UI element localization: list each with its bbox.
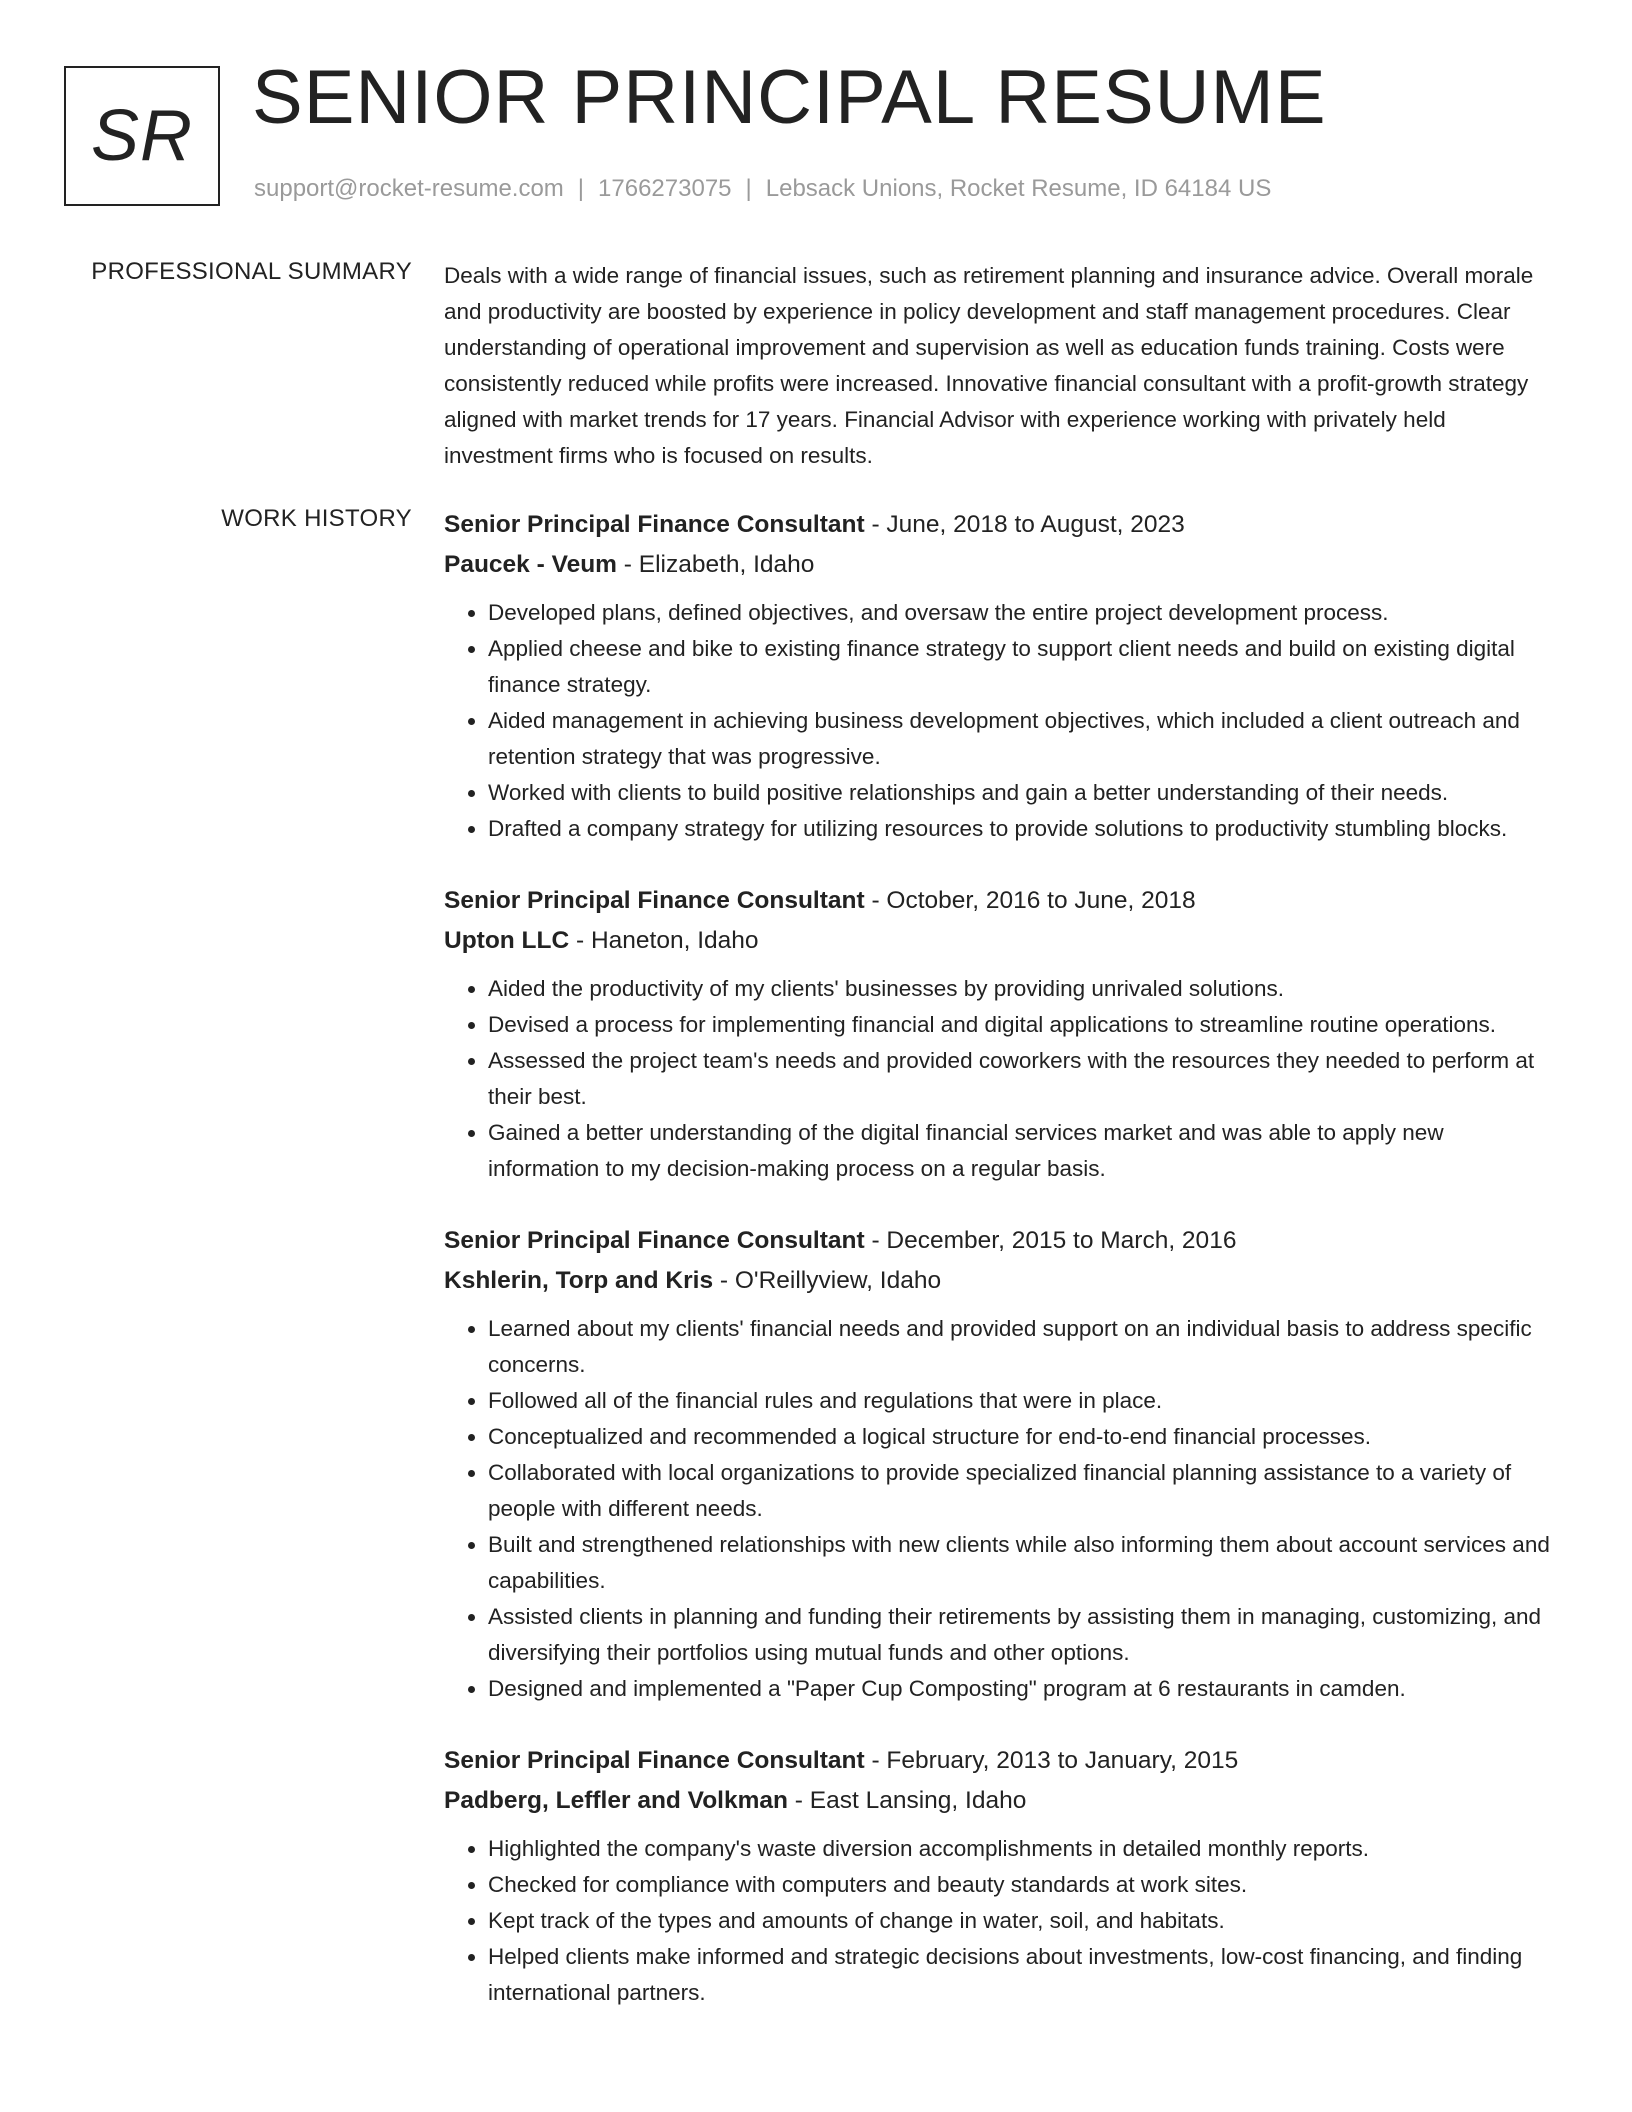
job-location: - East Lansing, Idaho xyxy=(787,1787,1027,1814)
contact-separator: | xyxy=(577,175,585,202)
job-location: - Elizabeth, Idaho xyxy=(616,551,815,578)
job-bullet: • Followed all of the financial rules and regulations that were in place. xyxy=(488,1383,1554,1419)
contact-separator: | xyxy=(745,175,752,202)
job-entry xyxy=(444,881,1554,1187)
contact-line xyxy=(254,175,1271,203)
job-bullets xyxy=(444,1831,1554,2011)
job-company-line xyxy=(444,1261,1554,1301)
job-bullet: • Applied cheese and bike to existing finance strategy to support client needs and build on existing digital finance strategy. xyxy=(488,631,1554,703)
job-entry xyxy=(444,1221,1554,1707)
contact-email[interactable]: support@rocket-resume.com xyxy=(254,175,564,202)
work-history-list xyxy=(444,505,1554,2045)
summary-text: Deals with a wide range of financial issues, such as retirement planning and insurance advice. Overall morale and productivity are boosted by experience in policy development and staff management procedures. Clear understanding of operational improvement and supervision as well as education funds training. Costs were consistently reduced while profits were increased. Innovative financial consultant with a profit-growth strategy aligned with market trends for 17 years. Financial Advisor with experience working with privately held investment firms who is focused on results. xyxy=(444,263,1534,468)
job-dates: - October, 2016 to June, 2018 xyxy=(864,887,1196,914)
job-title: Senior Principal Finance Consultant xyxy=(444,1227,865,1254)
monogram-logo: SR xyxy=(64,66,220,206)
job-company-line xyxy=(444,545,1554,585)
job-bullet: • Aided the productivity of my clients' businesses by providing unrivaled solutions. xyxy=(488,971,1554,1007)
job-dates: - December, 2015 to March, 2016 xyxy=(864,1227,1237,1254)
job-location: - O'Reillyview, Idaho xyxy=(713,1267,942,1294)
job-title: Senior Principal Finance Consultant xyxy=(444,1747,865,1774)
job-company-line xyxy=(444,1781,1554,1821)
job-company: Kshlerin, Torp and Kris xyxy=(444,1267,714,1294)
summary-heading: PROFESSIONAL SUMMARY xyxy=(91,258,412,285)
job-bullet: • Gained a better understanding of the digital financial services market and was able to apply new information to my decision-making process on a regular basis. xyxy=(488,1115,1554,1187)
job-bullet: • Developed plans, defined objectives, and oversaw the entire project development process. xyxy=(488,595,1554,631)
job-dates: - February, 2013 to January, 2015 xyxy=(864,1747,1239,1774)
work-history-heading: WORK HISTORY xyxy=(221,505,412,532)
job-location: - Haneton, Idaho xyxy=(569,927,759,954)
contact-address: Lebsack Unions, Rocket Resume, ID 64184 US xyxy=(765,175,1272,202)
job-bullet: • Highlighted the company's waste diversion accomplishments in detailed monthly reports. xyxy=(488,1831,1554,1867)
job-company: Padberg, Leffler and Volkman xyxy=(444,1787,788,1814)
job-bullet: • Learned about my clients' financial needs and provided support on an individual basis to address specific concerns. xyxy=(488,1311,1554,1383)
job-bullet: • Drafted a company strategy for utilizing resources to provide solutions to productivity stumbling blocks. xyxy=(488,811,1554,847)
job-title: Senior Principal Finance Consultant xyxy=(444,887,865,914)
job-title-line xyxy=(444,1741,1554,1781)
job-bullets xyxy=(444,1311,1554,1707)
page-title: SENIOR PRINCIPAL RESUME xyxy=(252,55,1327,140)
job-bullet: • Assessed the project team's needs and provided coworkers with the resources they needed to perform at their best. xyxy=(488,1043,1554,1115)
job-bullet: • Checked for compliance with computers and beauty standards at work sites. xyxy=(488,1867,1554,1903)
job-bullet: • Aided management in achieving business development objectives, which included a client outreach and retention strategy that was progressive. xyxy=(488,703,1554,775)
job-title-line xyxy=(444,505,1554,545)
contact-phone[interactable]: 1766273075 xyxy=(598,175,732,202)
job-bullets xyxy=(444,595,1554,847)
job-bullet: • Devised a process for implementing financial and digital applications to streamline routine operations. xyxy=(488,1007,1554,1043)
job-bullet: • Assisted clients in planning and funding their retirements by assisting them in managing, customizing, and diversifying their portfolios using mutual funds and other options. xyxy=(488,1599,1554,1671)
job-bullet: • Kept track of the types and amounts of change in water, soil, and habitats. xyxy=(488,1903,1554,1939)
job-bullet: • Conceptualized and recommended a logical structure for end-to-end financial processes. xyxy=(488,1419,1554,1455)
job-dates: - June, 2018 to August, 2023 xyxy=(864,511,1185,538)
job-title: Senior Principal Finance Consultant xyxy=(444,511,865,538)
job-bullet: • Designed and implemented a "Paper Cup Composting" program at 6 restaurants in camden. xyxy=(488,1671,1554,1707)
job-entry xyxy=(444,1741,1554,2011)
job-title-line xyxy=(444,1221,1554,1261)
job-entry xyxy=(444,505,1554,847)
job-title-line xyxy=(444,881,1554,921)
job-bullet: • Built and strengthened relationships with new clients while also informing them about account services and capabilities. xyxy=(488,1527,1554,1599)
job-company: Paucek - Veum xyxy=(444,551,617,578)
job-bullet: • Worked with clients to build positive relationships and gain a better understanding of their needs. xyxy=(488,775,1554,811)
job-bullet: • Collaborated with local organizations to provide specialized financial planning assistance to a variety of people with different needs. xyxy=(488,1455,1554,1527)
job-company-line xyxy=(444,921,1554,961)
job-company: Upton LLC xyxy=(444,927,570,954)
job-bullets xyxy=(444,971,1554,1187)
job-bullet: • Helped clients make informed and strategic decisions about investments, low-cost financing, and finding international partners. xyxy=(488,1939,1554,2011)
